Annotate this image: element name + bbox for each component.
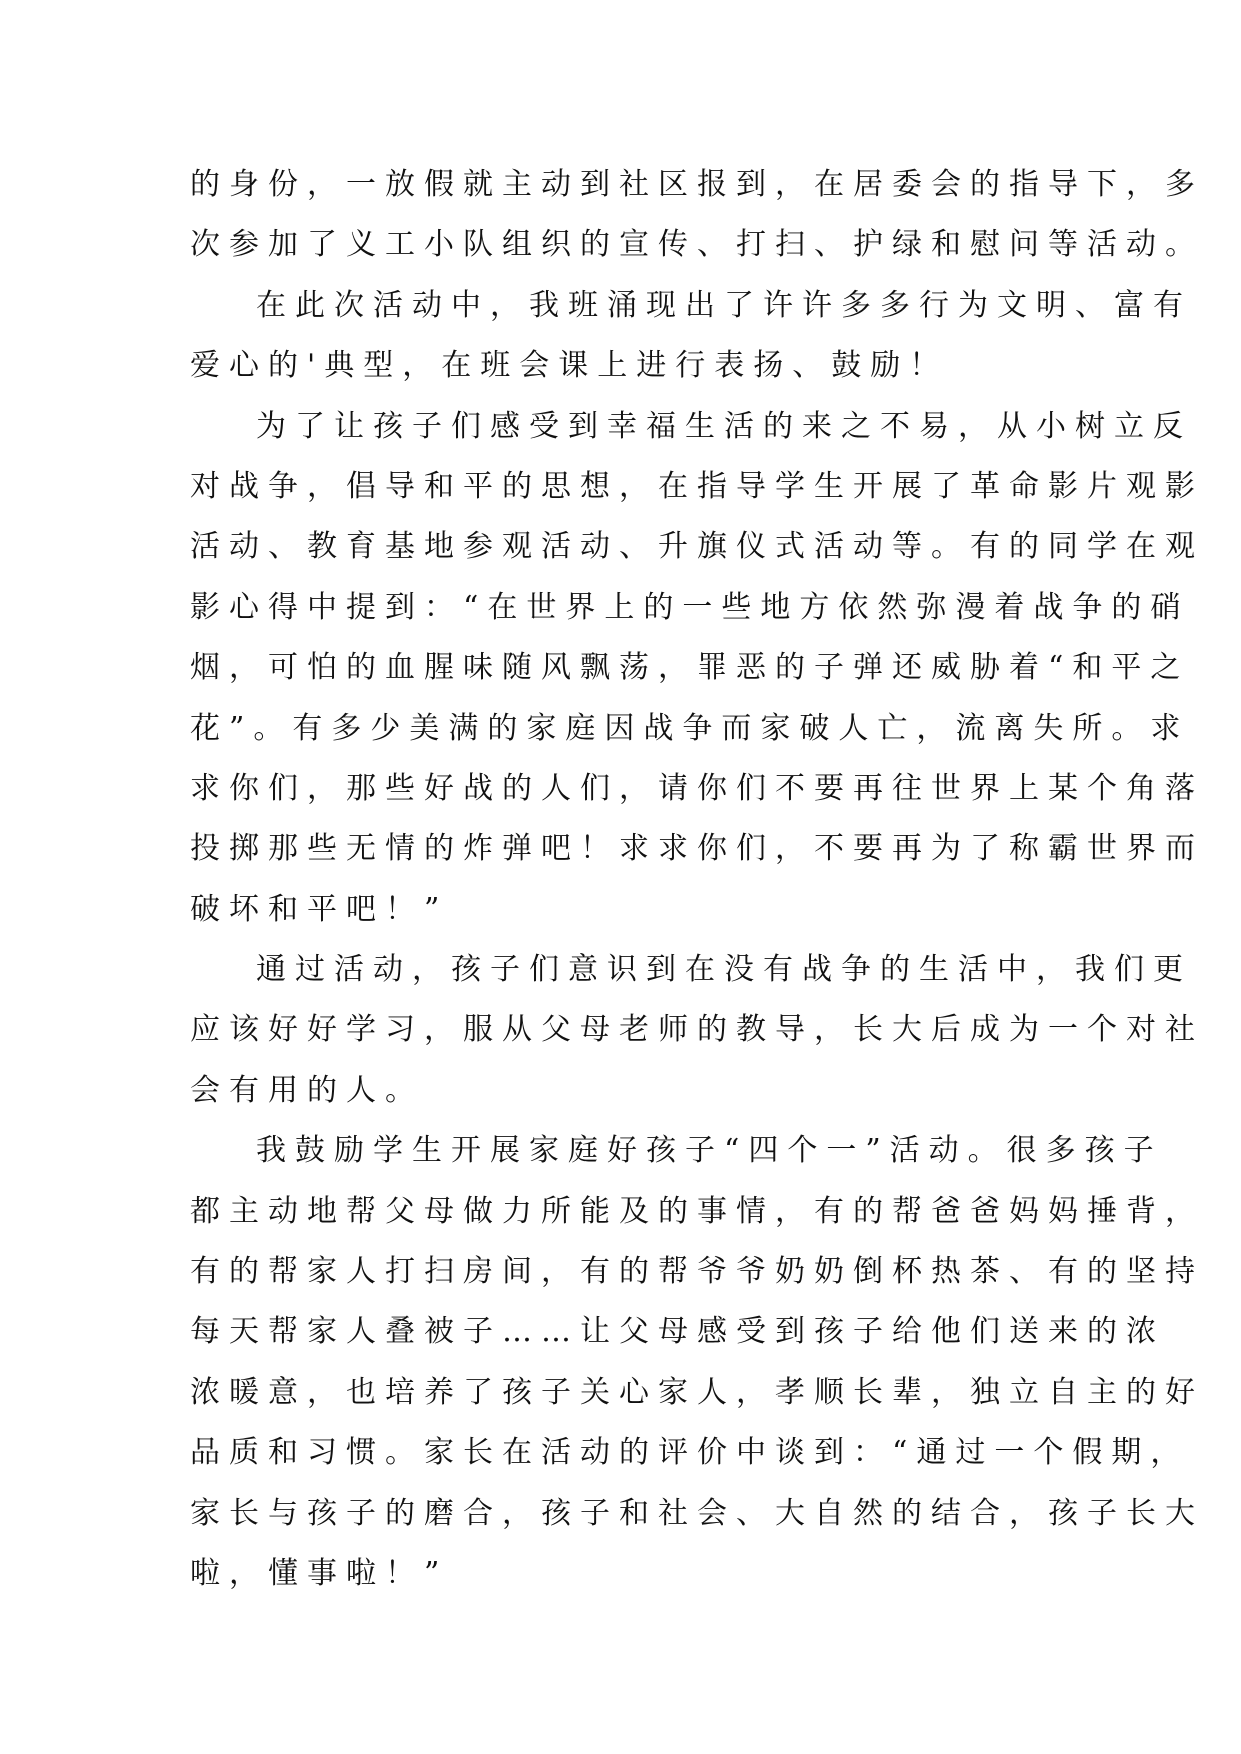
paragraph-start-line: 为了让孩子们感受到幸福生活的来之不易，从小树立反	[256, 408, 1192, 444]
text-line: 求你们，那些好战的人们，请你们不要再往世界上某个角落	[190, 770, 1204, 806]
text-line: 应该好好学习，服从父母老师的教导，长大后成为一个对社	[190, 1012, 1204, 1048]
text-line: 对战争，倡导和平的思想，在指导学生开展了革命影片观影	[190, 468, 1204, 504]
text-line: 破坏和平吧！”	[190, 891, 449, 927]
document-body	[190, 155, 1204, 1604]
text-line: 活动、教育基地参观活动、升旗仪式活动等。有的同学在观	[190, 529, 1204, 565]
text-line: 品质和习惯。家长在活动的评价中谈到：“通过一个假期，	[190, 1435, 1190, 1471]
text-line: 影心得中提到：“在世界上的一些地方依然弥漫着战争的硝	[190, 589, 1190, 625]
text-line: 有的帮家人打扫房间，有的帮爷爷奶奶倒杯热茶、有的坚持	[190, 1254, 1204, 1290]
text-line: 会有用的人。	[190, 1072, 424, 1108]
text-line: 每天帮家人叠被子……让父母感受到孩子给他们送来的浓	[190, 1314, 1165, 1350]
text-line: 爱心的'典型，在班会课上进行表扬、鼓励！	[190, 348, 949, 384]
text-line: 花”。有多少美满的家庭因战争而家破人亡，流离失所。求	[190, 710, 1190, 746]
paragraph-start-line: 我鼓励学生开展家庭好孩子“四个一”活动。很多孩子	[256, 1133, 1163, 1169]
text-line: 的身份，一放假就主动到社区报到，在居委会的指导下，多	[190, 167, 1204, 202]
text-line: 次参加了义工小队组织的宣传、打扫、护绿和慰问等活动。	[190, 227, 1204, 263]
text-line: 烟，可怕的血腥味随风飘荡，罪恶的子弹还威胁着“和平之	[190, 650, 1190, 686]
text-line: 啦，懂事啦！”	[190, 1555, 449, 1591]
paragraph-start-line: 在此次活动中，我班涌现出了许许多多行为文明、富有	[256, 287, 1192, 323]
text-line: 浓暖意，也培养了孩子关心家人，孝顺长辈，独立自主的好	[190, 1374, 1204, 1410]
text-line: 投掷那些无情的炸弹吧！求求你们，不要再为了称霸世界而	[190, 831, 1204, 867]
text-line: 都主动地帮父母做力所能及的事情，有的帮爸爸妈妈捶背，	[190, 1193, 1204, 1229]
text-line: 家长与孩子的磨合，孩子和社会、大自然的结合，孩子长大	[190, 1495, 1204, 1531]
paragraph-start-line: 通过活动，孩子们意识到在没有战争的生活中，我们更	[256, 952, 1192, 988]
